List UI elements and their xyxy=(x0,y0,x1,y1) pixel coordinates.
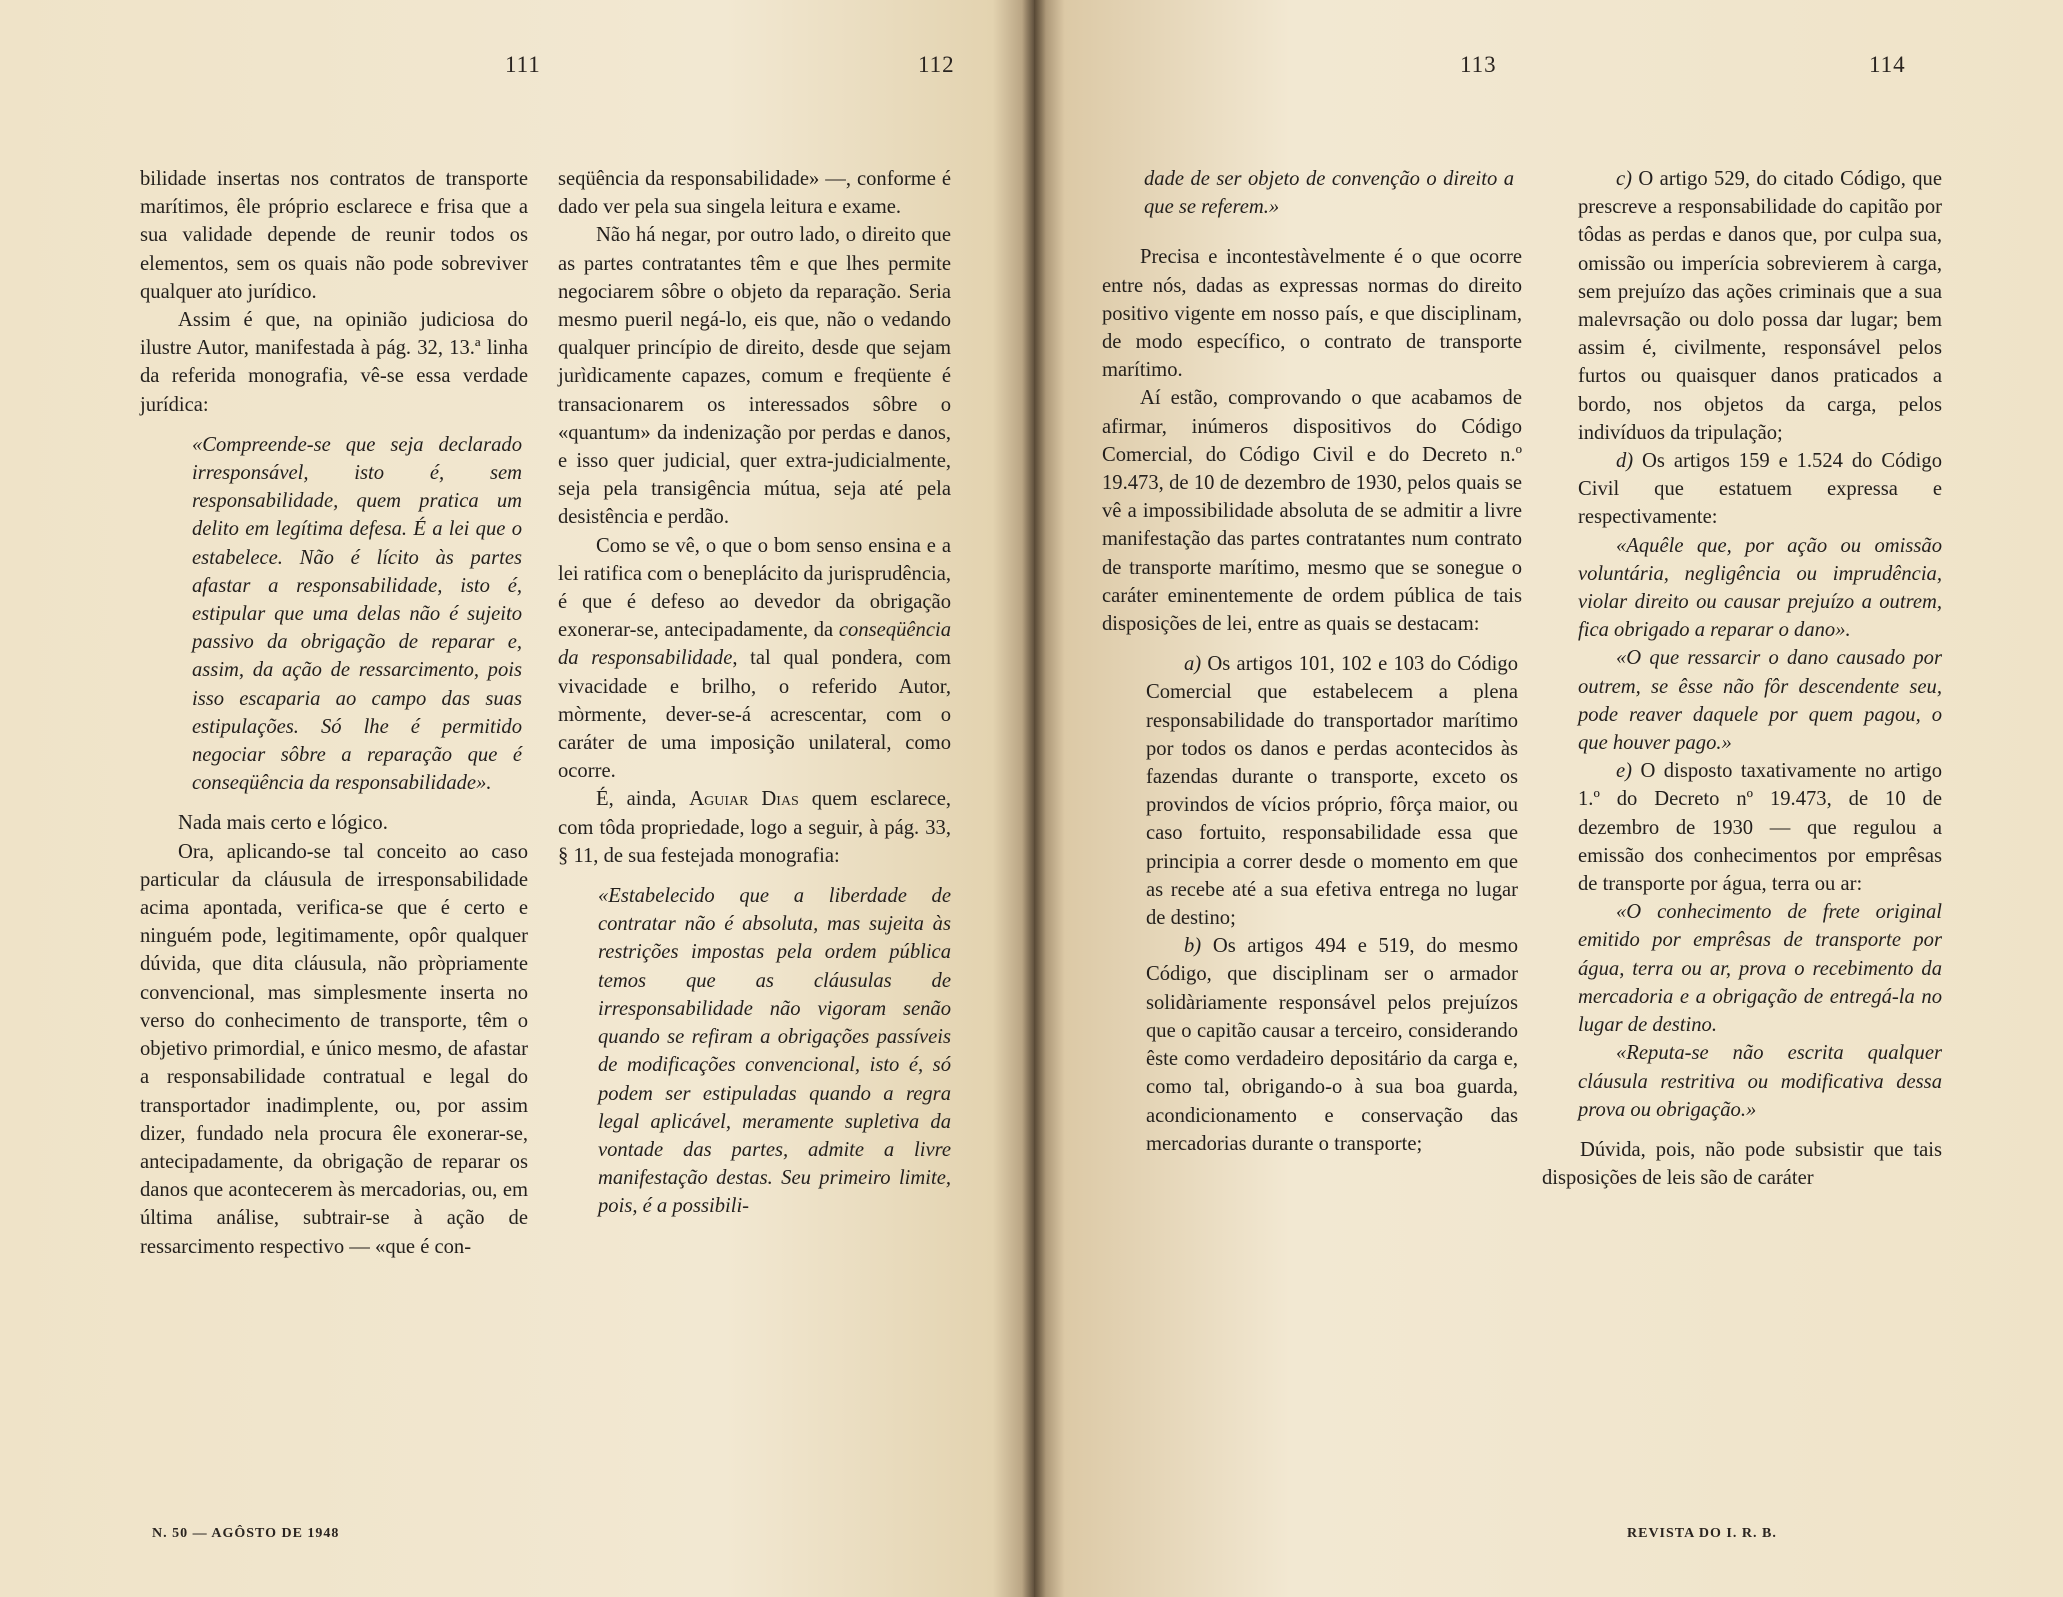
block-quote: «Aquêle que, por ação ou omissão voluntária, negligência ou imprudência, violar direito ou causar prejuízo a outrem, fica obrigado a reparar o dano». xyxy=(1578,534,1942,642)
paragraph: Dúvida, pois, não pode subsistir que tais disposições de leis são de caráter xyxy=(1542,1138,1942,1190)
book-gutter xyxy=(1022,0,1046,1597)
column-page-113 xyxy=(1102,165,1522,1158)
list-item-d: d) Os artigos 159 e 1.524 do Código Civil que estatuem expressa e respectivamente: xyxy=(1578,450,1942,529)
column-page-111 xyxy=(140,165,528,1261)
paragraph: Nada mais certo e lógico. xyxy=(178,812,388,835)
paragraph: seqüência da responsabilidade» —, conforme é dado ver pela sua singela leitura e exame. xyxy=(558,168,951,219)
list-item-c: c) O artigo 529, do citado Código, que prescreve a responsabilidade do capitão por tôdas as perdas e danos que, por culpa sua, omissão ou imperícia sobrevierem à carga, sem prejuízo das ações criminais que a sua malevrsação ou dolo possa dar lugar; bem assim é, civilmente, responsável pelos furtos ou quaisquer danos praticados a bordo, nos objetos da carga, pelos indivíduos da tripulação; xyxy=(1578,168,1942,444)
footer-journal: REVISTA DO I. R. B. xyxy=(1627,1526,1777,1541)
footer-issue: N. 50 — AGÔSTO DE 1948 xyxy=(152,1526,340,1541)
block-quote: «Estabelecido que a liberdade de contratar não é absoluta, mas sujeita às restrições impostas pela ordem pública temos que as cláusulas de irresponsabilidade não vigoram senão quando se refiram a obrigações passíveis de modificações convencional, isto é, só podem ser estipuladas quando a regra legal aplicável, meramente supletiva da vontade das partes, admite a livre manifestação destas. Seu primeiro limite, pois, é a possibili- xyxy=(598,885,951,1218)
paragraph: Como se vê, o que o bom senso ensina e a lei ratifica com o beneplácito da jurisprudência, é que é defeso ao devedor da obrigação exonerar-se, antecipadamente, da conseqüência da responsabilidade, tal qual pondera, com vivacidade e brilho, o referido Autor, mòrmente, dever-se-á acrescentar, com o caráter de uma imposição unilateral, como ocorre. xyxy=(558,534,952,783)
page-number-114: 114 xyxy=(1869,52,1906,77)
page-number-111: 111 xyxy=(505,52,541,77)
list-item-e: e) O disposto taxativamente no artigo 1.º do Decreto nº 19.473, de 10 de dezembro de 1930 — que regulou a emissão dos conhecimentos por emprêsas de transporte por água, terra ou ar: xyxy=(1578,760,1942,896)
block-quote: «O que ressarcir o dano causado por outrem, se êsse não fôr descendente seu, pode reaver daquele por quem pagou, o que houver pago.» xyxy=(1578,647,1942,755)
paragraph: Precisa e incontestàvelmente é o que ocorre entre nós, dadas as expressas normas do direito positivo vigente em nosso país, e que disciplinam, de modo específico, o contrato de transporte marítimo. xyxy=(1102,246,1522,382)
block-quote: «Reputa-se não escrita qualquer cláusula restritiva ou modificativa dessa prova ou obrigação.» xyxy=(1578,1042,1942,1121)
page-number-113: 113 xyxy=(1460,52,1497,77)
paragraph: Ora, aplicando-se tal conceito ao caso particular da cláusula de irresponsabilidade acima apontada, verifica-se que é certo e ninguém pode, legitimamente, opôr qualquer dúvida, que dita cláusula, não pròpriamente convencional, mas simplesmente inserta no verso do conhecimento de transporte, têm o objetivo primordial, e único mesmo, de afastar a responsabilidade contratual e legal do transportador inadimplente, ou, por assim dizer, fundado nela procura êle exonerar-se, antecipadamente, da obrigação de reparar os danos que acontecerem às mercadorias, ou, em última análise, subtrair-se à ação de ressarcimento respectivo — «que é con- xyxy=(140,840,528,1258)
right-page xyxy=(1034,0,2063,1597)
page-number-112: 112 xyxy=(918,52,955,77)
paragraph: É, ainda, Aguiar Dias quem esclarece, com tôda propriedade, logo a seguir, à pág. 33, § 11, de sua festejada monografia: xyxy=(558,788,951,867)
list-item-b: b) Os artigos 494 e 519, do mesmo Código, que disciplinam ser o armador solidàriamente responsável pelos prejuízos que o capitão causar a terceiro, considerando êste como verdadeiro depositário da carga e, como tal, obrigando-o à sua boa guarda, acondicionamento e conservação das mercadorias durante o transporte; xyxy=(1146,935,1518,1155)
block-quote: «O conhecimento de frete original emitido por emprêsas de transporte por água, terra ou ar, prova o recebimento da mercadoria e a obrigação de entregá-la no lugar de destino. xyxy=(1578,901,1942,1037)
paragraph: Assim é que, na opinião judiciosa do ilustre Autor, manifestada à pág. 32, 13.ª linha da referida monografia, vê-se essa verdade jurídica: xyxy=(140,309,528,416)
column-page-114 xyxy=(1542,165,1942,1192)
paragraph: Não há negar, por outro lado, o direito que as partes contratantes têm e que lhes permite negociarem sôbre o objeto da reparação. Seria mesmo pueril negá-lo, eis que, não o vedando qualquer princípio de direito, desde que sejam jurìdicamente capazes, comum e freqüente é transacionarem os interessados sôbre o «quantum» da indenização por perdas e danos, e isso quer judicial, quer extra-judicialmente, seja pela transigência mútua, seja até pela desistência e perdão. xyxy=(558,224,951,529)
list-item-a: a) Os artigos 101, 102 e 103 do Código Comercial que estabelecem a plena responsabilidade do transportador marítimo por todos os danos e perdas acontecidos às fazendas durante o transporte, exceto os provindos de vícios próprio, fôrça maior, ou caso fortuito, responsabilidade essa que principia a correr desde o momento em que as recebe até a sua efetiva entrega no lugar de destino; xyxy=(1146,653,1518,930)
block-quote: «Compreende-se que seja declarado irresponsável, isto é, sem responsabilidade, quem pratica um delito em legítima defesa. É a lei que o estabelece. Não é lícito às partes afastar a responsabilidade, isto é, estipular que uma delas não é sujeito passivo da obrigação de reparar e, assim, da ação de ressarcimento, pois isso escaparia ao campo das suas estipulações. Só lhe é permitido negociar sôbre a reparação que é conseqüência da responsabilidade». xyxy=(192,433,522,795)
block-quote: dade de ser objeto de convenção o direito a que se referem.» xyxy=(1144,168,1514,219)
paragraph: Aí estão, comprovando o que acabamos de afirmar, inúmeros dispositivos do Código Comercial, do Código Civil e do Decreto n.º 19.473, de 10 de dezembro de 1930, pelos quais se vê a impossibilidade absoluta de se admitir a livre manifestação das partes contratantes num contrato de transporte marítimo, mesmo que se sonegue o caráter eminentemente de ordem pública de tais disposições de lei, entre as quais se destacam: xyxy=(1102,387,1522,636)
column-page-112 xyxy=(558,165,951,1221)
paragraph: bilidade insertas nos contratos de transporte marítimos, êle próprio esclarece e frisa que a sua validade depende de reunir todos os elementos, sem os quais não pode sobreviver qualquer ato jurídico. xyxy=(140,168,528,303)
